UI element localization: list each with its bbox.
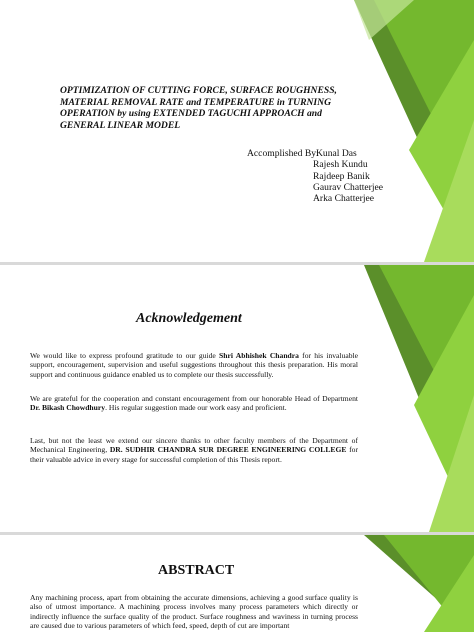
paragraph-text: for his invaluable support, encouragement, supervision and useful suggestions throughout this thesis preparation. His moral support and continuous guidance enabled us to complete our thesis successfully. <box>30 351 358 379</box>
paragraph-text: We are grateful for the cooperation and constant encouragement from our honorable Head of Department <box>30 394 358 403</box>
accomplished-by-label: Accomplished By: <box>247 148 319 159</box>
author-name: Gaurav Chatterjee <box>313 182 384 193</box>
acknowledgement-paragraph <box>30 351 358 379</box>
title-slide <box>0 0 474 262</box>
abstract-paragraph: Any machining process, apart from obtaining the accurate dimensions, achieving a good surface quality is also of utmost importance. A machining process involves many process parameters which directly or indirectly influence the surface quality of the product. Surface roughness and waviness in turning process are caused due to various parameters of which feed, speed, depth of cut are important <box>30 593 358 631</box>
paragraph-text: Last, but not the least we extend our sincere thanks to other faculty members of the Department of Mechanical Engineering, <box>30 436 358 455</box>
author-name: Rajesh Kundu <box>313 159 368 170</box>
acknowledgement-paragraph <box>30 394 358 413</box>
paragraph-text: . His regular suggestion made our work easy and proficient. <box>105 403 287 413</box>
paragraph-text: for their valuable advice in every stage for successful completion of this Thesis report. <box>30 445 358 464</box>
abstract-slide <box>0 535 474 632</box>
abstract-heading: ABSTRACT <box>158 563 235 578</box>
hod-name: Dr. Bikash Chowdhury <box>30 403 106 413</box>
acknowledgement-slide <box>0 265 474 532</box>
author-name: Arka Chatterjee <box>313 193 374 204</box>
guide-name: Shri Abhishek Chandra <box>219 351 299 360</box>
acknowledgement-paragraph <box>30 436 358 464</box>
green-triangles-decoration <box>354 0 474 262</box>
acknowledgement-heading: Acknowledgement <box>136 311 242 326</box>
college-name: DR. SUDHIR CHANDRA SUR DEGREE ENGINEERING COLLEGE <box>109 445 347 455</box>
author-name: Rajdeep Banik <box>313 171 370 182</box>
green-triangles-decoration <box>364 535 474 632</box>
green-triangles-decoration <box>364 265 474 532</box>
paragraph-text: We would like to express profound gratitude to our guide <box>30 351 220 360</box>
presentation-title: OPTIMIZATION OF CUTTING FORCE, SURFACE ROUGHNESS, MATERIAL REMOVAL RATE and TEMPERATURE in TURNING OPERATION by using EXTENDED TAGUCHI APPROACH and GENERAL LINEAR MODEL <box>60 85 337 131</box>
author-name: Kunal Das <box>316 148 357 159</box>
